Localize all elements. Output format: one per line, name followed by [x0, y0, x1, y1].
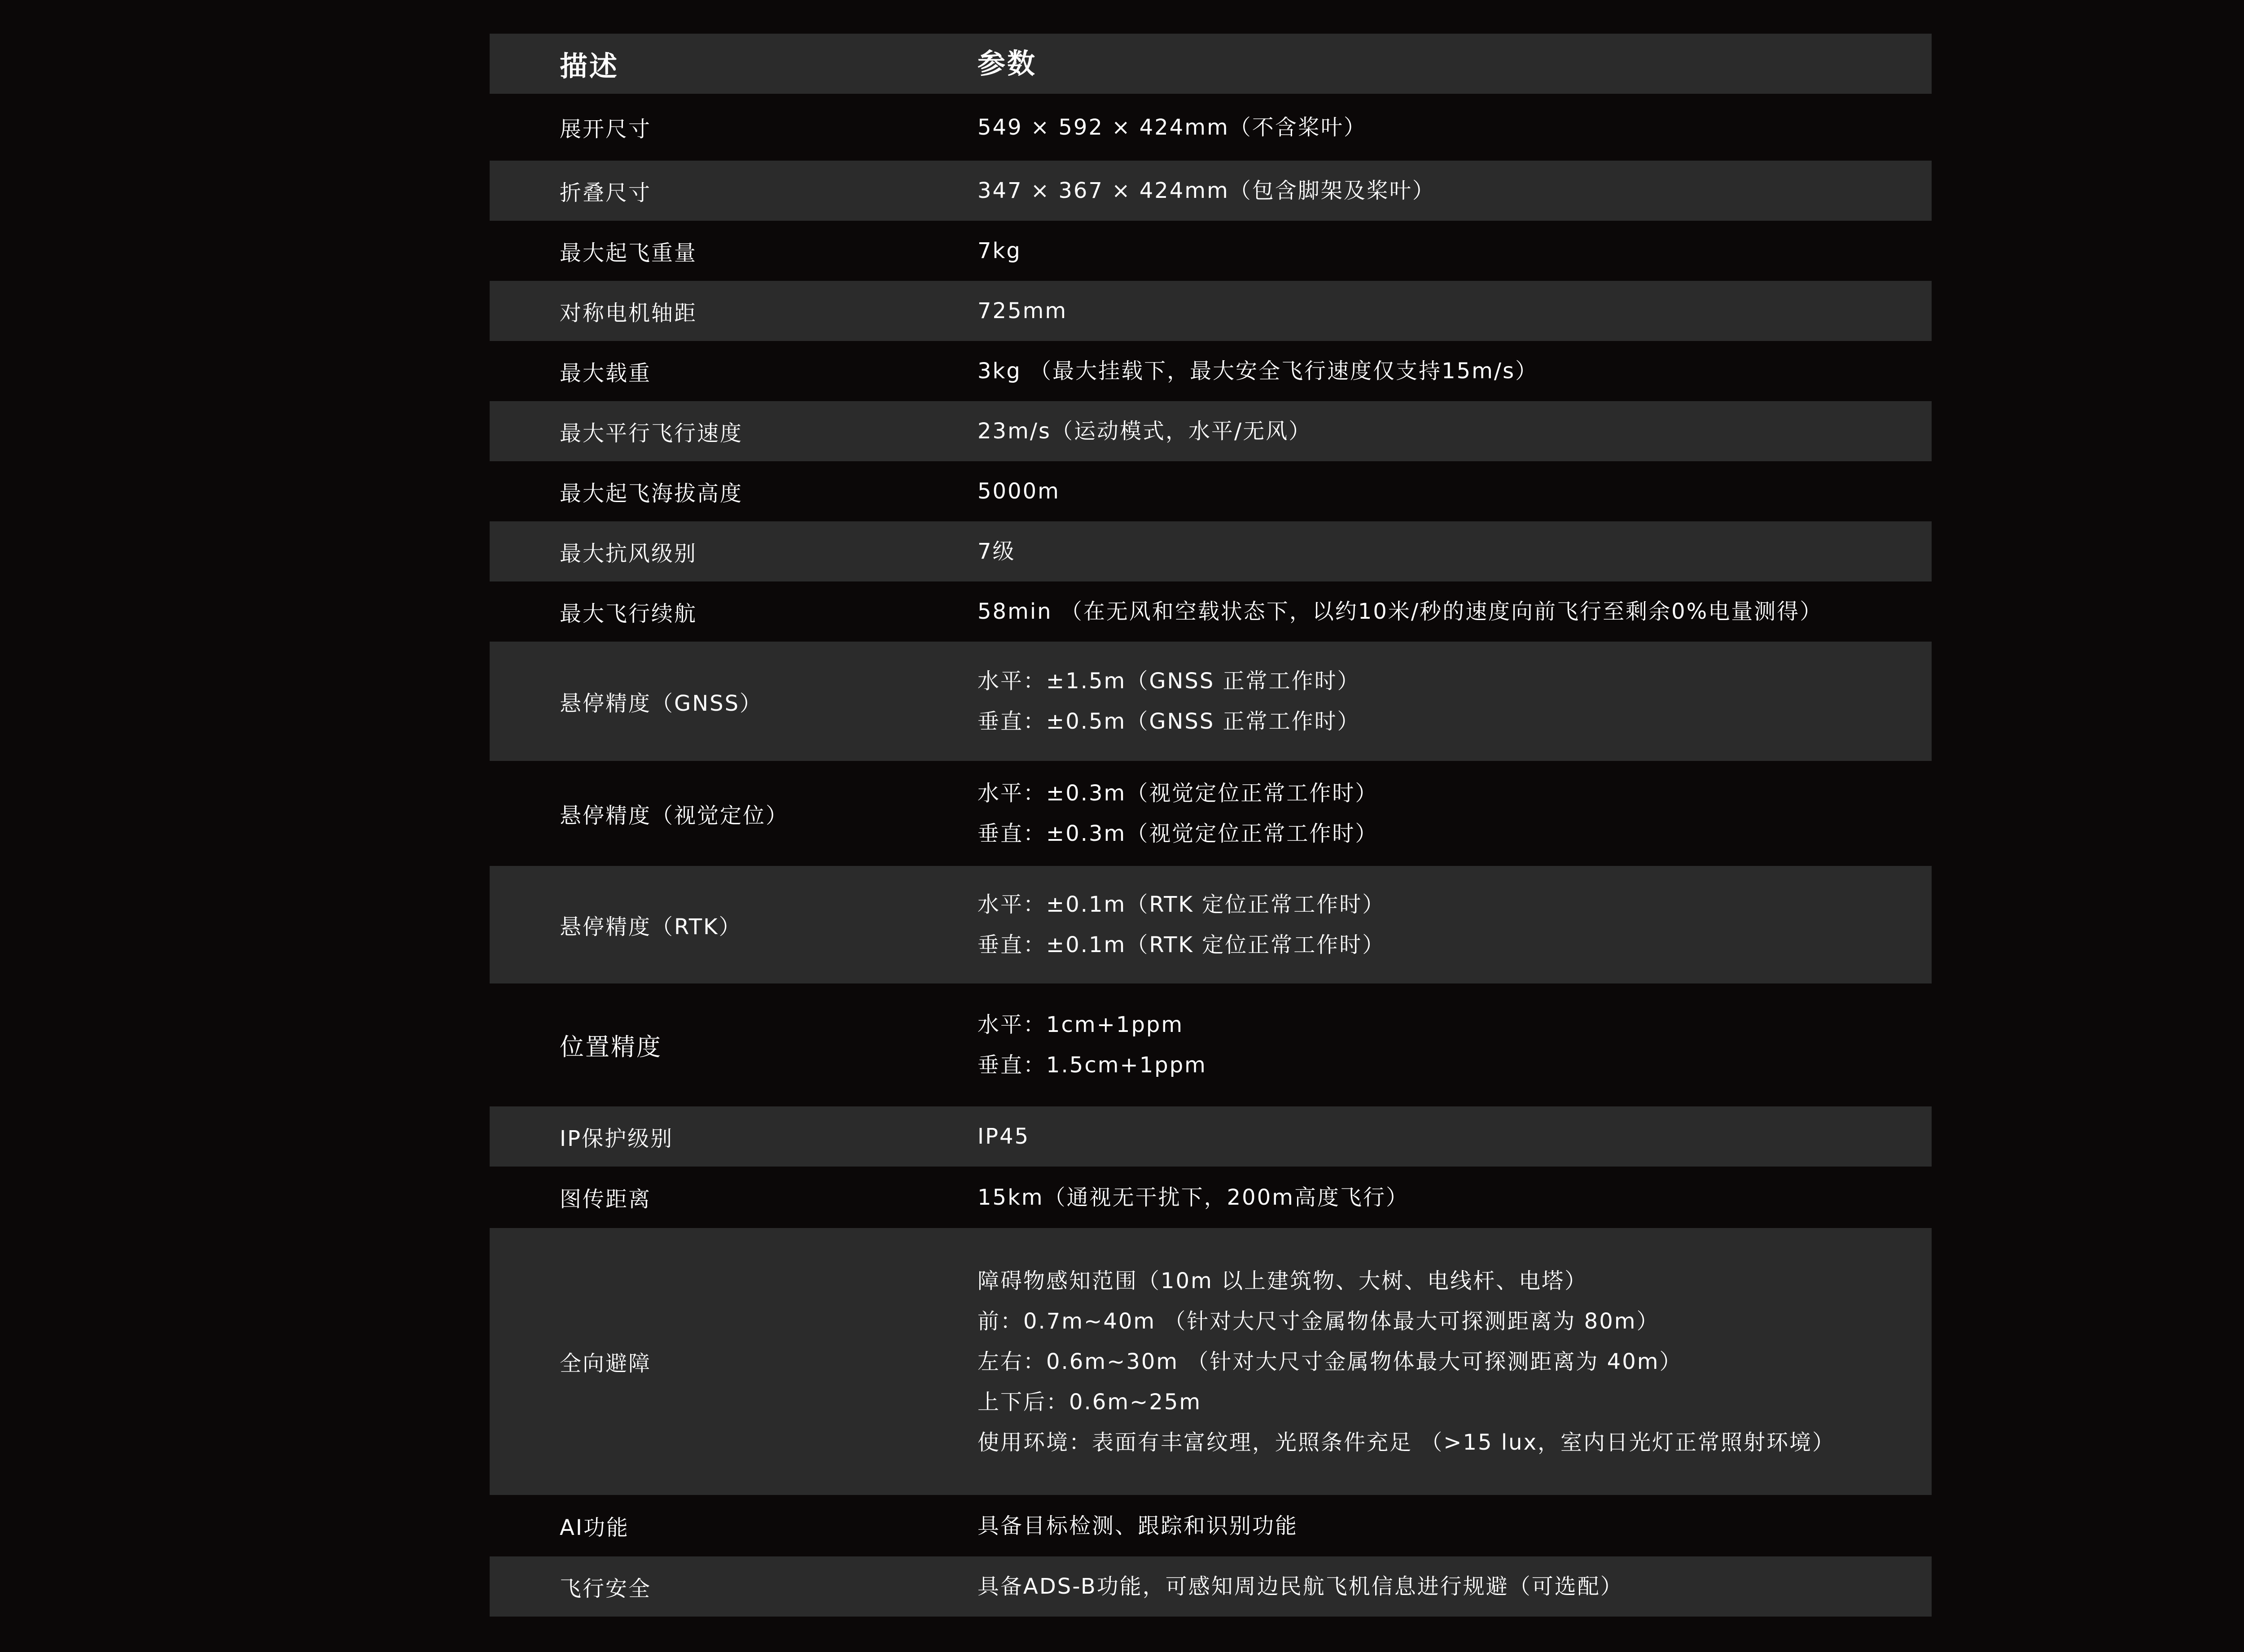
table-row: [490, 1167, 1932, 1228]
row-desc: IP保护级别: [560, 1126, 674, 1151]
table-row: [490, 1228, 1932, 1495]
row-param: 15km（通视无干扰下，200m高度飞行）: [977, 1184, 1409, 1210]
row-desc: 最大飞行续航: [560, 601, 697, 626]
row-param: 7kg: [977, 238, 1021, 263]
row-param: 3kg （最大挂载下，最大安全飞行速度仅支持15m/s）: [977, 358, 1538, 384]
table-row: [490, 401, 1932, 461]
row-param: 5000m: [977, 479, 1060, 504]
row-desc: 悬停精度（GNSS）: [560, 691, 763, 716]
row-param: 725mm: [977, 298, 1068, 323]
row-desc: AI功能: [560, 1515, 629, 1540]
header-desc: 描述: [560, 49, 619, 83]
table-row: [490, 983, 1932, 1106]
row-desc: 折叠尺寸: [560, 180, 652, 205]
table-row: [490, 1106, 1932, 1167]
row-desc: 悬停精度（视觉定位）: [560, 803, 789, 828]
row-param: 7级: [977, 539, 1016, 564]
row-desc: 飞行安全: [560, 1576, 652, 1601]
table-row: [490, 866, 1932, 983]
row-desc: 最大起飞重量: [560, 240, 697, 266]
spec-table: [490, 34, 1932, 1617]
table-row: [490, 221, 1932, 281]
table-row: [490, 1495, 1932, 1556]
row-param: 23m/s（运动模式，水平/无风）: [977, 419, 1312, 444]
header-param: 参数: [977, 47, 1037, 80]
row-param: 障碍物感知范围（10m 以上建筑物、大树、电线杆、电塔） 前：0.7m~40m （针对大尺寸金属物体最大可探测距离为 80m） 左右：0.6m~30m （针对大尺寸金属物体最大可探测距离为 40m） 上下后：0.6m~25m 使用环境：表面有丰富纹理，光照条件充足 （>15 lux，室内日光灯正常照射环境）: [977, 1268, 1835, 1455]
row-param: 水平：±0.1m（RTK 定位正常工作时） 垂直：±0.1m（RTK 定位正常工作时）: [977, 892, 1385, 957]
row-desc: 最大平行飞行速度: [560, 420, 743, 446]
table-row: [490, 281, 1932, 341]
row-desc: 全向避障: [560, 1351, 652, 1376]
row-param: 具备ADS-B功能，可感知周边民航飞机信息进行规避（可选配）: [977, 1574, 1623, 1599]
row-param: 58min （在无风和空载状态下，以约10米/秒的速度向前飞行至剩余0%电量测得）: [977, 599, 1823, 624]
table-row: [490, 461, 1932, 521]
row-desc: 最大载重: [560, 360, 652, 386]
table-row: [490, 341, 1932, 401]
table-header-row: [490, 34, 1932, 94]
row-param: IP45: [977, 1124, 1030, 1149]
row-desc: 悬停精度（RTK）: [560, 914, 742, 940]
row-param: 水平：±1.5m（GNSS 正常工作时） 垂直：±0.5m（GNSS 正常工作时）: [977, 669, 1360, 734]
row-desc: 最大抗风级别: [560, 541, 697, 566]
table-row: [490, 161, 1932, 221]
row-param: 水平：±0.3m（视觉定位正常工作时） 垂直：±0.3m（视觉定位正常工作时）: [977, 781, 1378, 846]
table-row: [490, 581, 1932, 642]
row-desc: 对称电机轴距: [560, 300, 697, 326]
table-row: [490, 521, 1932, 581]
row-param: 水平：1cm+1ppm 垂直：1.5cm+1ppm: [977, 1012, 1207, 1078]
row-param: 347 × 367 × 424mm（包含脚架及桨叶）: [977, 178, 1435, 203]
row-desc: 图传距离: [560, 1187, 652, 1212]
row-desc: 位置精度: [560, 1032, 662, 1061]
table-row: [490, 761, 1932, 866]
row-desc: 最大起飞海拔高度: [560, 481, 743, 506]
table-row: [490, 642, 1932, 761]
row-desc: 展开尺寸: [560, 117, 652, 142]
row-param: 具备目标检测、跟踪和识别功能: [977, 1513, 1298, 1538]
table-row: [490, 1556, 1932, 1617]
row-param: 549 × 592 × 424mm（不含桨叶）: [977, 114, 1367, 140]
table-row: [490, 94, 1932, 161]
